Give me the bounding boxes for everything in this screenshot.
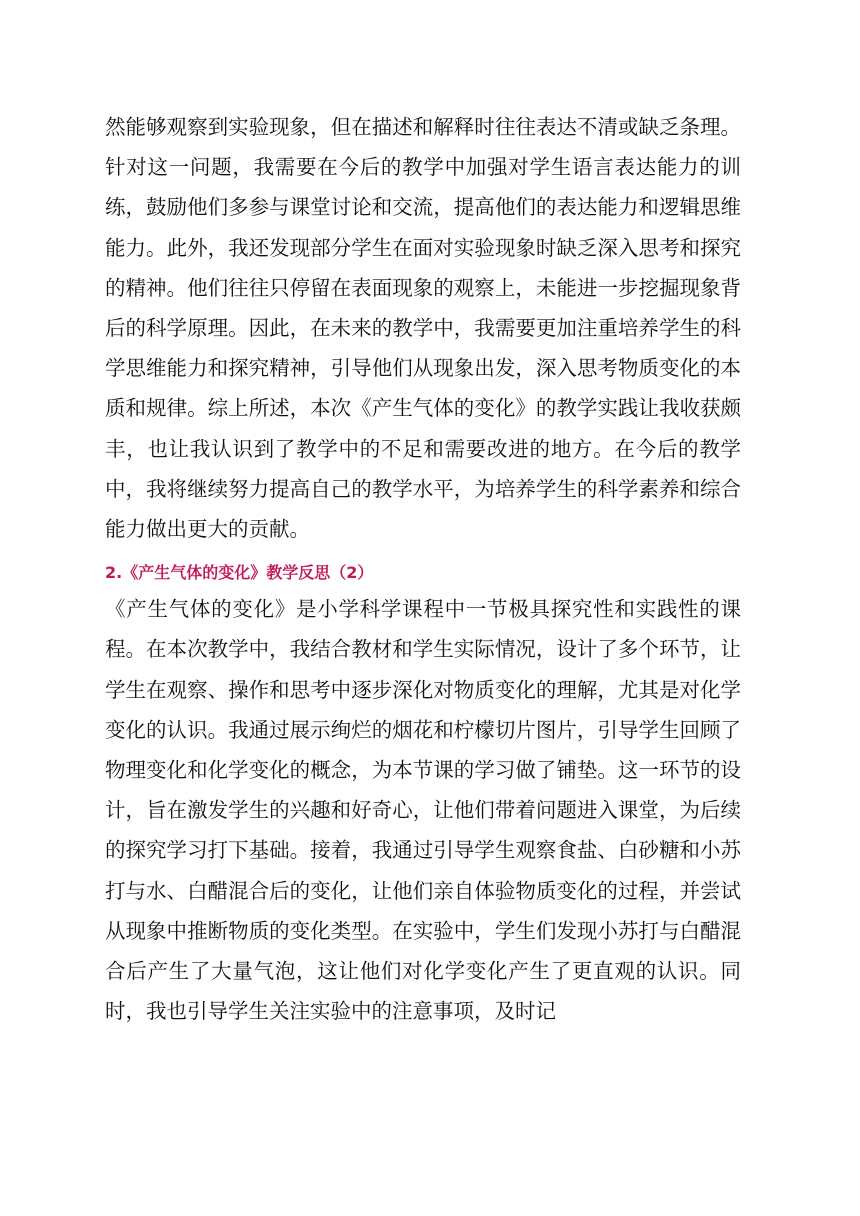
section-heading: 2.《产生气体的变化》教学反思（2） xyxy=(105,563,374,583)
document-page xyxy=(105,107,741,1031)
body-paragraph-continued: 然能够观察到实验现象，但在描述和解释时往往表达不清或缺乏条理。针对这一问题，我需要在今后的教学中加强对学生语言表达能力的训练，鼓励他们多参与课堂讨论和交流，提高他们的表达能力和逻辑思维能力。此外，我还发现部分学生在面对实验现象时缺乏深入思考和探究的精神。他们往往只停留在表面现象的观察上，未能进一步挖掘现象背后的科学原理。因此，在未来的教学中，我需要更加注重培养学生的科学思维能力和探究精神，引导他们从现象出发，深入思考物质变化的本质和规律。综上所述，本次《产生气体的变化》的教学实践让我收获颇丰，也让我认识到了教学中的不足和需要改进的地方。在今后的教学中，我将继续努力提高自己的教学水平，为培养学生的科学素养和综合能力做出更大的贡献。 xyxy=(105,115,741,542)
body-paragraph-section: 《产生气体的变化》是小学科学课程中一节极具探究性和实践性的课程。在本次教学中，我结合教材和学生实际情况，设计了多个环节，让学生在观察、操作和思考中逐步深化对物质变化的理解，尤其是对化学变化的认识。我通过展示绚烂的烟花和柠檬切片图片，引导学生回顾了物理变化和化学变化的概念，为本节课的学习做了铺垫。这一环节的设计，旨在激发学生的兴趣和好奇心，让他们带着问题进入课堂，为后续的探究学习打下基础。接着，我通过引导学生观察食盐、白砂糖和小苏打与水、白醋混合后的变化，让他们亲自体验物质变化的过程，并尝试从现象中推断物质的变化类型。在实验中，学生们发现小苏打与白醋混合后产生了大量气泡，这让他们对化学变化产生了更直观的认识。同时，我也引导学生关注实验中的注意事项，及时记 xyxy=(105,597,741,1024)
